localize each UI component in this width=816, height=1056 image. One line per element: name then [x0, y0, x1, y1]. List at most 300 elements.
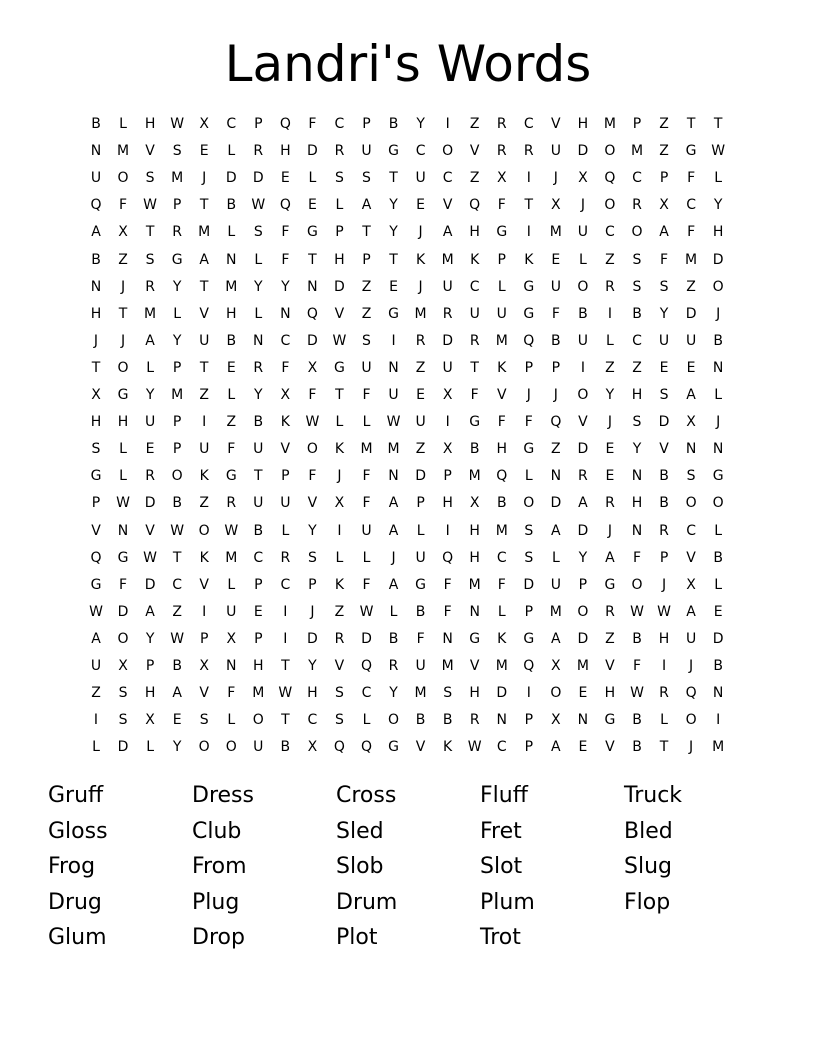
- grid-letter: O: [442, 143, 454, 160]
- grid-letter: F: [227, 441, 236, 458]
- grid-letter: L: [92, 739, 100, 756]
- grid-letter: P: [335, 224, 344, 241]
- grid-letter: F: [281, 251, 290, 268]
- grid-letter: U: [90, 658, 102, 674]
- grid-letter: T: [659, 739, 669, 756]
- grid-letter: J: [716, 414, 721, 431]
- grid-letter: S: [145, 251, 155, 268]
- grid-letter: Z: [469, 116, 480, 132]
- grid-letter: B: [415, 603, 426, 620]
- word-list-item: Dress: [192, 783, 254, 808]
- grid-letter: L: [227, 387, 236, 403]
- grid-letter: F: [362, 495, 371, 512]
- grid-letter: L: [362, 414, 371, 431]
- grid-letter: Y: [172, 739, 182, 756]
- grid-letter: R: [145, 278, 155, 295]
- grid-letter: T: [254, 468, 263, 485]
- grid-letter: G: [469, 414, 481, 431]
- grid-letter: S: [91, 441, 101, 458]
- grid-letter: T: [308, 251, 317, 268]
- grid-letter: D: [225, 170, 237, 187]
- grid-letter: X: [199, 658, 209, 674]
- grid-letter: S: [632, 414, 642, 431]
- grid-letter: J: [580, 197, 585, 214]
- grid-letter: O: [577, 278, 589, 295]
- grid-letter: K: [334, 441, 345, 458]
- grid-letter: E: [605, 441, 615, 458]
- grid-letter: N: [712, 359, 724, 376]
- grid-letter: U: [388, 387, 399, 403]
- grid-letter: L: [227, 143, 236, 160]
- grid-letter: Y: [578, 549, 588, 566]
- grid-letter: T: [524, 197, 534, 214]
- grid-letter: W: [170, 522, 185, 539]
- grid-letter: V: [307, 495, 318, 512]
- grid-letter: W: [630, 603, 644, 620]
- grid-letter: A: [172, 685, 182, 702]
- grid-letter: M: [712, 739, 725, 756]
- grid-letter: M: [576, 658, 589, 674]
- grid-letter: H: [144, 116, 156, 132]
- grid-letter: C: [280, 576, 291, 593]
- grid-letter: M: [468, 576, 481, 593]
- grid-letter: J: [553, 387, 558, 403]
- grid-letter: J: [120, 332, 126, 349]
- grid-letter: U: [361, 143, 372, 160]
- grid-letter: G: [388, 143, 399, 160]
- word-list-item: Slot: [480, 854, 523, 879]
- grid-letter: G: [117, 387, 129, 403]
- grid-letter: B: [632, 305, 642, 322]
- grid-letter: R: [145, 468, 155, 485]
- grid-letter: I: [526, 685, 531, 702]
- grid-letter: C: [361, 685, 372, 702]
- grid-letter: X: [659, 197, 669, 214]
- grid-letter: D: [523, 576, 535, 593]
- grid-letter: F: [632, 549, 642, 566]
- grid-letter: Q: [279, 197, 291, 214]
- word-list-item: Trot: [480, 925, 521, 950]
- grid-letter: M: [171, 387, 184, 403]
- grid-letter: C: [334, 116, 345, 132]
- word-list-item: Plot: [336, 925, 378, 950]
- grid-letter: C: [632, 170, 642, 187]
- grid-letter: F: [660, 251, 669, 268]
- grid-letter: T: [281, 712, 290, 729]
- grid-letter: I: [202, 414, 207, 431]
- grid-letter: L: [227, 712, 236, 729]
- grid-letter: W: [657, 603, 671, 620]
- word-list-item: Slob: [336, 854, 384, 879]
- grid-letter: F: [443, 603, 452, 620]
- grid-letter: J: [526, 387, 531, 403]
- grid-letter: G: [306, 224, 318, 241]
- grid-letter: O: [712, 278, 724, 295]
- grid-letter: B: [388, 630, 399, 647]
- grid-letter: B: [632, 739, 642, 756]
- grid-letter: S: [334, 170, 344, 187]
- grid-letter: Q: [469, 197, 481, 214]
- grid-letter: J: [689, 658, 694, 674]
- word-list-item: Bled: [624, 818, 673, 844]
- grid-letter: B: [713, 658, 723, 674]
- grid-letter: R: [632, 197, 642, 214]
- grid-letter: C: [226, 116, 237, 132]
- grid-letter: B: [578, 305, 588, 322]
- grid-letter: F: [119, 576, 128, 593]
- grid-letter: M: [685, 251, 698, 268]
- grid-letter: F: [443, 576, 452, 593]
- grid-letter: U: [685, 630, 697, 647]
- grid-letter: S: [118, 712, 128, 729]
- grid-letter: S: [632, 278, 642, 295]
- grid-letter: H: [144, 685, 156, 702]
- grid-letter: R: [442, 305, 453, 322]
- grid-letter: S: [524, 522, 534, 539]
- grid-letter: L: [254, 305, 263, 322]
- grid-letter: L: [335, 549, 344, 566]
- grid-letter: S: [362, 332, 371, 349]
- grid-letter: R: [605, 603, 615, 620]
- grid-letter: B: [280, 739, 291, 756]
- grid-letter: T: [145, 224, 155, 241]
- grid-letter: L: [714, 170, 723, 187]
- grid-letter: A: [686, 603, 696, 620]
- grid-letter: P: [416, 495, 425, 512]
- grid-letter: N: [388, 468, 399, 485]
- grid-letter: R: [253, 143, 264, 160]
- grid-letter: B: [253, 414, 264, 431]
- grid-letter: W: [359, 603, 374, 620]
- grid-letter: Y: [416, 116, 425, 132]
- grid-letter: L: [389, 603, 398, 620]
- grid-letter: Y: [713, 197, 723, 214]
- grid-letter: Y: [281, 278, 290, 295]
- grid-letter: T: [91, 359, 101, 376]
- grid-letter: H: [469, 522, 480, 539]
- grid-letter: E: [389, 278, 398, 295]
- grid-letter: H: [90, 414, 102, 431]
- grid-letter: A: [388, 495, 399, 512]
- grid-letter: N: [577, 712, 589, 729]
- grid-letter: B: [551, 332, 561, 349]
- grid-letter: F: [308, 387, 317, 403]
- grid-letter: F: [227, 685, 236, 702]
- word-list-item: Club: [192, 818, 242, 844]
- word-list-item: Slug: [624, 854, 672, 879]
- grid-letter: M: [495, 332, 508, 349]
- grid-letter: D: [415, 468, 426, 485]
- grid-letter: I: [716, 712, 721, 729]
- grid-letter: J: [607, 522, 612, 539]
- grid-letter: Z: [605, 630, 615, 647]
- grid-letter: O: [685, 712, 697, 729]
- grid-letter: B: [713, 549, 723, 566]
- grid-letter: F: [362, 468, 371, 485]
- grid-letter: L: [227, 576, 236, 593]
- grid-letter: E: [578, 739, 588, 756]
- grid-letter: X: [442, 387, 453, 403]
- grid-letter: U: [496, 305, 507, 322]
- grid-letter: T: [389, 170, 398, 187]
- grid-letter: U: [550, 143, 561, 160]
- grid-letter: E: [253, 603, 263, 620]
- word-list-item: Drop: [192, 925, 245, 950]
- grid-letter: O: [604, 143, 616, 160]
- grid-letter: V: [496, 387, 507, 403]
- grid-letter: A: [551, 522, 561, 539]
- grid-letter: B: [91, 116, 101, 132]
- grid-letter: Z: [632, 359, 642, 376]
- grid-letter: B: [172, 495, 182, 512]
- grid-letter: K: [199, 549, 209, 566]
- grid-letter: U: [577, 224, 589, 241]
- grid-letter: L: [660, 712, 668, 729]
- grid-letter: U: [415, 549, 426, 566]
- grid-letter: O: [388, 712, 400, 729]
- word-list-item: Frog: [48, 854, 96, 879]
- grid-letter: R: [280, 549, 291, 566]
- grid-letter: R: [388, 658, 399, 674]
- grid-letter: I: [445, 414, 450, 431]
- grid-letter: Q: [360, 658, 373, 674]
- grid-letter: L: [362, 712, 371, 729]
- grid-letter: H: [658, 630, 670, 647]
- grid-letter: S: [118, 685, 128, 702]
- grid-letter: X: [686, 576, 696, 593]
- grid-letter: H: [225, 305, 237, 322]
- grid-letter: H: [631, 387, 643, 403]
- grid-letter: R: [334, 143, 345, 160]
- grid-letter: Y: [389, 197, 398, 214]
- grid-letter: K: [280, 414, 290, 431]
- grid-letter: F: [470, 387, 479, 403]
- grid-letter: A: [199, 251, 209, 268]
- grid-letter: B: [91, 251, 101, 268]
- grid-letter: M: [414, 685, 427, 702]
- grid-letter: R: [659, 685, 669, 702]
- grid-letter: E: [659, 359, 669, 376]
- grid-letter: G: [604, 712, 616, 729]
- grid-letter: G: [523, 441, 535, 458]
- grid-letter: H: [117, 414, 129, 431]
- grid-letter: O: [198, 522, 210, 539]
- grid-letter: F: [281, 224, 290, 241]
- grid-letter: J: [661, 576, 667, 593]
- grid-letter: C: [632, 332, 642, 349]
- grid-letter: X: [280, 387, 291, 403]
- grid-letter: U: [253, 495, 264, 512]
- grid-letter: Y: [254, 278, 263, 295]
- grid-letter: L: [606, 332, 614, 349]
- grid-letter: P: [199, 630, 209, 647]
- grid-letter: Y: [659, 305, 669, 322]
- grid-letter: S: [362, 170, 371, 187]
- grid-letter: B: [713, 332, 723, 349]
- grid-letter: S: [307, 549, 317, 566]
- grid-letter: N: [550, 468, 562, 485]
- grid-letter: I: [445, 116, 450, 132]
- grid-letter: V: [605, 739, 615, 756]
- grid-letter: C: [415, 143, 426, 160]
- grid-letter: I: [202, 603, 207, 620]
- grid-letter: M: [468, 468, 481, 485]
- grid-letter: U: [280, 495, 291, 512]
- grid-letter: B: [415, 712, 426, 729]
- grid-letter: M: [171, 170, 184, 187]
- grid-letter: D: [685, 305, 697, 322]
- grid-letter: M: [495, 658, 508, 674]
- grid-letter: O: [631, 576, 643, 593]
- grid-letter: W: [711, 143, 726, 160]
- grid-letter: Y: [172, 332, 182, 349]
- grid-letter: D: [712, 251, 724, 268]
- grid-letter: T: [713, 116, 723, 132]
- grid-letter: T: [362, 224, 371, 241]
- grid-letter: O: [550, 685, 562, 702]
- grid-letter: P: [172, 414, 182, 431]
- grid-letter: H: [577, 116, 589, 132]
- grid-letter: C: [496, 549, 507, 566]
- grid-letter: L: [714, 522, 723, 539]
- grid-letter: F: [497, 576, 506, 593]
- grid-letter: U: [361, 522, 372, 539]
- grid-letter: O: [712, 495, 724, 512]
- grid-letter: F: [497, 197, 506, 214]
- grid-letter: W: [224, 522, 239, 539]
- grid-letter: M: [630, 143, 644, 160]
- grid-letter: P: [254, 116, 263, 132]
- grid-letter: B: [659, 468, 669, 485]
- grid-letter: F: [551, 305, 560, 322]
- grid-letter: U: [90, 170, 102, 187]
- grid-letter: F: [362, 387, 371, 403]
- grid-letter: O: [252, 712, 264, 729]
- grid-letter: A: [442, 224, 453, 241]
- grid-letter: A: [145, 603, 155, 620]
- grid-letter: I: [580, 359, 585, 376]
- grid-letter: X: [496, 170, 507, 187]
- grid-letter: X: [307, 359, 318, 376]
- grid-letter: D: [577, 630, 589, 647]
- grid-letter: G: [334, 359, 345, 376]
- grid-letter: Q: [685, 685, 697, 702]
- grid-letter: T: [199, 278, 209, 295]
- grid-letter: B: [253, 522, 264, 539]
- grid-letter: H: [631, 495, 643, 512]
- grid-letter: L: [227, 224, 236, 241]
- grid-letter: K: [416, 251, 426, 268]
- grid-letter: V: [659, 441, 669, 458]
- grid-letter: W: [170, 630, 185, 647]
- grid-letter: Q: [550, 414, 562, 431]
- grid-letter: L: [714, 387, 723, 403]
- grid-letter: N: [631, 468, 643, 485]
- grid-letter: Z: [118, 251, 128, 268]
- grid-letter: X: [91, 387, 101, 403]
- grid-letter: K: [497, 359, 507, 376]
- grid-letter: R: [605, 278, 615, 295]
- grid-letter: G: [117, 549, 129, 566]
- grid-letter: J: [418, 224, 423, 241]
- grid-letter: N: [712, 441, 724, 458]
- grid-letter: G: [90, 576, 102, 593]
- grid-letter: X: [118, 658, 128, 674]
- grid-letter: T: [281, 658, 290, 674]
- grid-letter: E: [280, 170, 290, 187]
- grid-letter: C: [523, 116, 534, 132]
- grid-letter: L: [524, 468, 533, 485]
- grid-letter: W: [305, 414, 320, 431]
- grid-letter: M: [387, 441, 400, 458]
- grid-letter: R: [469, 712, 480, 729]
- grid-letter: M: [225, 278, 238, 295]
- grid-letter: K: [443, 739, 453, 756]
- grid-letter: R: [578, 468, 588, 485]
- grid-letter: C: [280, 332, 291, 349]
- grid-letter: F: [687, 224, 696, 241]
- grid-letter: Z: [415, 441, 426, 458]
- grid-letter: M: [360, 441, 373, 458]
- grid-letter: P: [145, 658, 155, 674]
- grid-letter: O: [117, 170, 129, 187]
- grid-letter: D: [496, 685, 508, 702]
- grid-letter: G: [388, 739, 399, 756]
- grid-letter: D: [550, 495, 562, 512]
- grid-letter: I: [445, 522, 450, 539]
- grid-letter: R: [253, 359, 264, 376]
- grid-letter: R: [523, 143, 534, 160]
- grid-letter: U: [253, 441, 264, 458]
- grid-letter: S: [334, 685, 344, 702]
- grid-letter: N: [280, 305, 291, 322]
- grid-letter: V: [280, 441, 291, 458]
- grid-letter: S: [145, 170, 155, 187]
- grid-letter: Z: [605, 359, 615, 376]
- grid-letter: J: [607, 414, 612, 431]
- grid-letter: A: [551, 630, 561, 647]
- grid-letter: M: [495, 522, 508, 539]
- grid-letter: E: [686, 359, 696, 376]
- grid-letter: V: [199, 305, 209, 322]
- grid-letter: D: [252, 170, 264, 187]
- grid-letter: H: [496, 441, 508, 458]
- grid-letter: L: [362, 549, 371, 566]
- puzzle-title: Landri's Words: [224, 35, 592, 93]
- grid-letter: N: [442, 630, 453, 647]
- grid-letter: V: [145, 522, 155, 539]
- grid-letter: F: [281, 359, 290, 376]
- grid-letter: L: [497, 603, 506, 620]
- grid-letter: X: [551, 658, 561, 674]
- grid-letter: Z: [172, 603, 182, 620]
- grid-letter: W: [143, 197, 158, 214]
- grid-letter: F: [119, 197, 128, 214]
- grid-letter: S: [172, 143, 182, 160]
- grid-letter: E: [713, 603, 723, 620]
- grid-letter: R: [659, 522, 669, 539]
- grid-letter: U: [415, 414, 426, 431]
- grid-letter: N: [712, 685, 724, 702]
- grid-letter: X: [686, 414, 696, 431]
- grid-letter: H: [280, 143, 291, 160]
- grid-letter: M: [225, 549, 238, 566]
- grid-letter: P: [632, 116, 642, 132]
- grid-letter: F: [416, 630, 425, 647]
- grid-letter: G: [388, 305, 399, 322]
- grid-letter: X: [226, 630, 237, 647]
- grid-letter: U: [144, 414, 156, 431]
